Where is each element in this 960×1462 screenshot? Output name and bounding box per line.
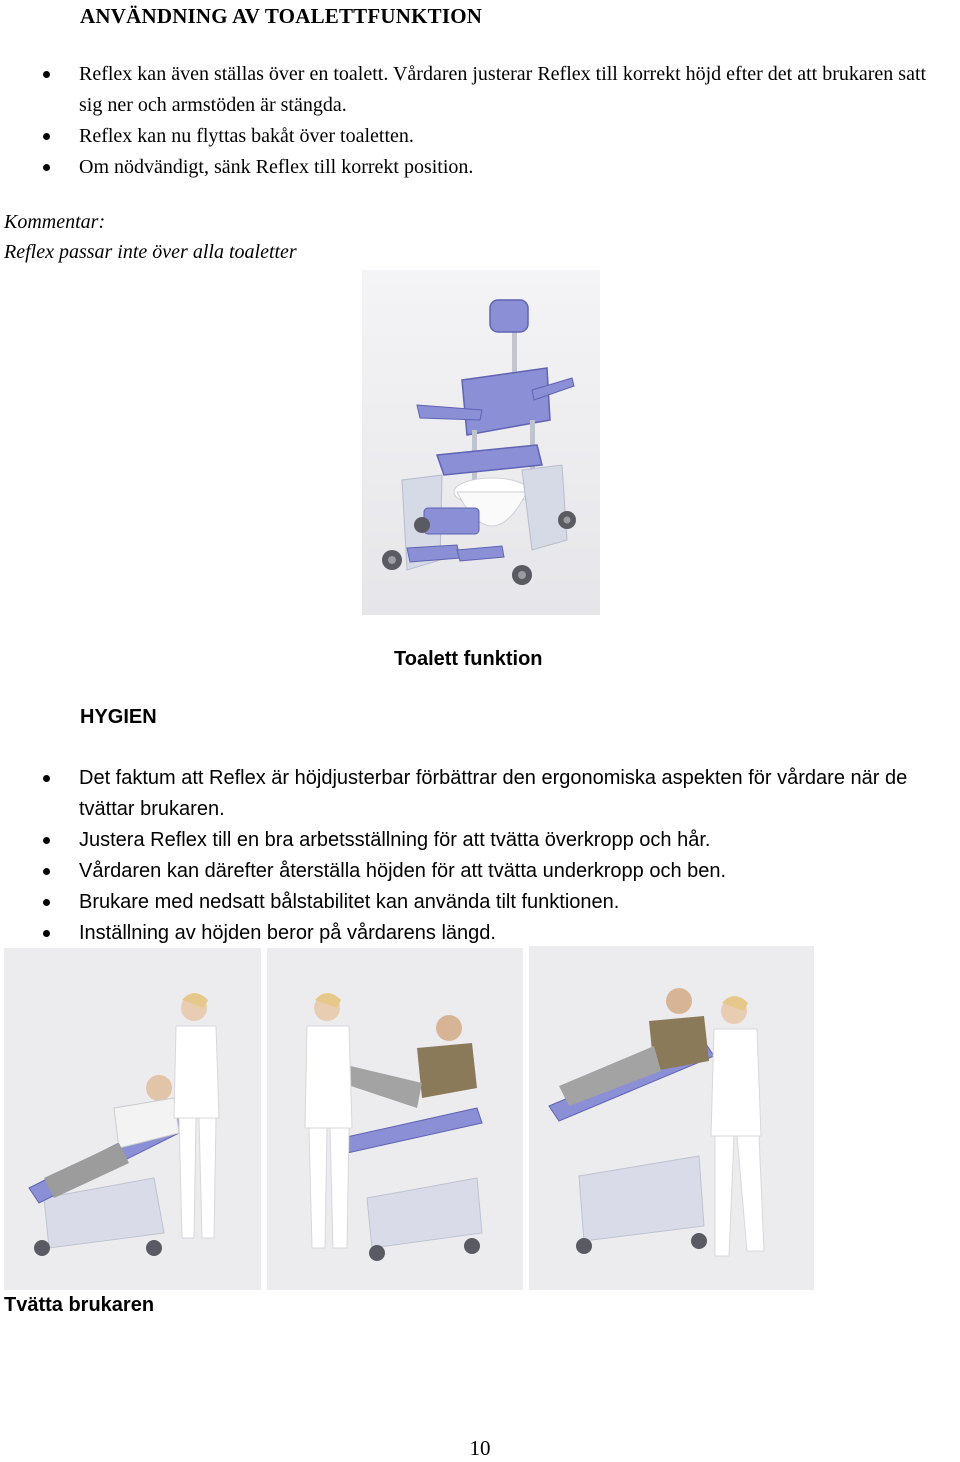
bullet-icon [43, 899, 50, 906]
washing-hair-photo [4, 948, 261, 1290]
bullet-icon [43, 71, 50, 78]
list-item [0, 856, 960, 887]
section-heading-toilet: ANVÄNDNING AV TOALETTFUNKTION [80, 4, 483, 28]
shower-commode-chair-illustration [362, 270, 600, 615]
bullet-text: Justera Reflex till en bra arbetsställning för att tvätta överkropp och hår. [79, 829, 711, 851]
comment-label: Kommentar: [4, 211, 106, 233]
list-item [0, 121, 960, 152]
washing-photo-caption: Tvätta brukaren [4, 1294, 155, 1316]
bullet-icon [43, 837, 50, 844]
list-item [0, 763, 959, 825]
bullet-icon [43, 930, 50, 937]
bullet-text: Reflex kan nu flyttas bakåt över toaletten. [79, 125, 414, 147]
bullet-text: Vårdaren kan därefter återställa höjden för att tvätta underkropp och ben. [79, 860, 727, 882]
bullet-text: Om nödvändigt, sänk Reflex till korrekt position. [79, 156, 474, 178]
bullet-text: Reflex kan även ställas över en toalett. Vårdaren justerar Reflex till korrekt höjd efter det att brukaren satt sig ner och armstöden är stängda. [79, 63, 927, 116]
toilet-photo-caption: Toalett funktion [394, 648, 543, 670]
caregiver-washing-hair-illustration [4, 948, 261, 1290]
list-item [0, 152, 960, 183]
section-heading-hygiene: HYGIEN [80, 706, 157, 728]
list-item [0, 918, 960, 949]
bullet-icon [43, 775, 50, 782]
list-item [0, 887, 960, 918]
toilet-function-photo [362, 270, 600, 615]
page-number: 10 [469, 1436, 491, 1460]
bullet-icon [43, 164, 50, 171]
bullet-text: Brukare med nedsatt bålstabilitet kan använda tilt funktionen. [79, 891, 620, 913]
hygiene-bullet-list [0, 763, 960, 949]
caregiver-washing-legs-illustration [267, 948, 523, 1290]
list-item [0, 59, 949, 121]
washing-legs-photo [267, 948, 523, 1290]
list-item [0, 825, 960, 856]
bullet-icon [43, 133, 50, 140]
toilet-bullet-list [0, 59, 960, 183]
bullet-icon [43, 868, 50, 875]
bullet-text: Det faktum att Reflex är höjdjusterbar förbättrar den ergonomiska aspekten för vårdare när de tvättar brukaren. [79, 767, 908, 820]
tilt-function-photo [529, 946, 814, 1290]
bullet-text: Inställning av höjden beror på vårdarens längd. [79, 922, 496, 944]
comment-text: Reflex passar inte över alla toaletter [4, 241, 297, 263]
caregiver-tilting-chair-illustration [529, 946, 814, 1290]
